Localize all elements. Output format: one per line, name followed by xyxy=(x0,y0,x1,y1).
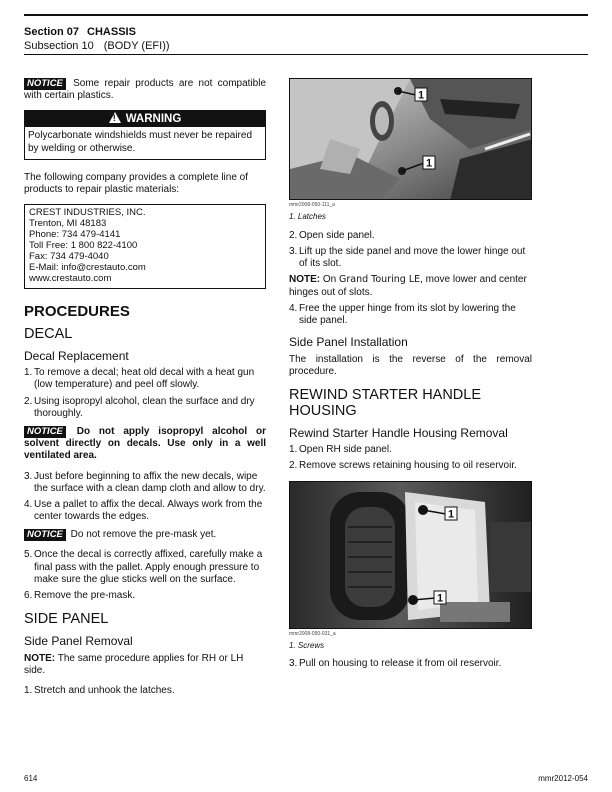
side-panel-steps-b xyxy=(289,230,532,271)
list-item: 5. Once the decal is correctly affixed, carefully make a final pass with the pallet. Apply enough pressure to make sure the glue sticks well on the surface. xyxy=(24,549,263,585)
note-text: The same procedure applies for RH or LH side. xyxy=(24,652,244,676)
rewind-removal-heading: Rewind Starter Handle Housing Removal xyxy=(289,425,508,440)
list-item: 3. Lift up the side panel and move the lower hinge out of its slot. xyxy=(289,246,526,270)
left-column xyxy=(24,78,266,701)
document-code: mmr2012-054 xyxy=(538,774,588,783)
list-item: 6. Remove the pre-mask. xyxy=(24,590,136,602)
warning-header xyxy=(25,111,265,127)
rewind-steps-b xyxy=(289,658,532,670)
rewind-steps-a xyxy=(289,444,532,472)
note-label: NOTE: xyxy=(24,652,56,664)
chapter-title: CHASSIS xyxy=(87,26,136,38)
subsection-number: Subsection 10 xyxy=(24,40,94,52)
notice-badge: NOTICE xyxy=(24,529,66,541)
company-address-box xyxy=(24,204,266,288)
decal-steps-c xyxy=(24,549,266,602)
section-line xyxy=(24,26,136,39)
list-item: 4. Free the upper hinge from its slot by lowering the side panel. xyxy=(289,302,516,326)
side-panel-installation-heading: Side Panel Installation xyxy=(289,335,408,350)
callout-1: 1 xyxy=(417,89,425,102)
note-rh-lh xyxy=(24,653,266,677)
notice-plastics xyxy=(24,78,266,102)
notice-alcohol xyxy=(24,426,266,463)
header-rule-top xyxy=(24,14,588,16)
list-item: 4. Use a pallet to affix the decal. Always work from the center towards the edges. xyxy=(24,498,263,523)
notice-text: Do not remove the pre-mask yet. xyxy=(70,529,217,541)
side-panel-steps-a xyxy=(24,685,266,697)
subsection-title: (BODY (EFI)) xyxy=(103,40,170,52)
page-number: 614 xyxy=(24,774,38,783)
callout-1: 1 xyxy=(425,157,433,170)
list-item: 2. Using isopropyl alcohol, clean the surface and dry thoroughly. xyxy=(24,395,255,419)
latches-figure xyxy=(289,78,532,200)
company-website: www.crestauto.com xyxy=(29,272,112,284)
list-item: 2. Open side panel. xyxy=(289,229,375,241)
section-number: Section 07 xyxy=(24,26,80,38)
note-text: , move lower and center hinges out of slots. xyxy=(289,274,527,298)
list-item: 1. Open RH side panel. xyxy=(289,444,392,456)
note-grand-touring xyxy=(289,274,532,298)
figure-code: mmr2008-050-111_a xyxy=(289,202,335,208)
header-rule-bottom xyxy=(24,54,588,55)
screws-figure xyxy=(289,481,532,629)
list-item: 1. To remove a decal; heat old decal with a heat gun (low temperature) and peel off slowly. xyxy=(24,367,255,391)
warning-text: Polycarbonate windshields must never be repaired by welding or otherwise. xyxy=(28,130,253,154)
decal-heading: DECAL xyxy=(24,325,73,342)
decal-replacement-heading: Decal Replacement xyxy=(24,348,129,363)
notice-badge: NOTICE xyxy=(24,426,66,438)
company-email: E-Mail: info@crestauto.com xyxy=(29,261,146,273)
notice-premask xyxy=(24,529,266,541)
decal-steps-b xyxy=(24,471,266,524)
notice-text: Do not apply isopropyl alcohol or solvent directly on decals. Use only in a well ventilated area. xyxy=(24,425,266,462)
note-model: Grand Touring LE xyxy=(339,274,421,286)
side-panel-heading: SIDE PANEL xyxy=(24,611,109,628)
company-intro: The following company provides a complete line of products to repair plastic materials: xyxy=(24,171,249,195)
callout-1: 1 xyxy=(447,508,455,521)
list-item: 1. Stretch and unhook the latches. xyxy=(24,684,175,696)
subsection-line xyxy=(24,40,170,53)
notice-badge: NOTICE xyxy=(24,78,66,90)
side-panel-steps-c xyxy=(289,303,532,327)
screws-photo xyxy=(290,482,532,629)
warning-triangle-icon xyxy=(109,112,121,123)
company-fax: Fax: 734 479-4040 xyxy=(29,250,109,262)
list-item: 3. Pull on housing to release it from oil reservoir. xyxy=(289,658,502,670)
rewind-starter-heading: REWIND STARTER HANDLE HOUSING xyxy=(289,386,482,419)
figure-caption: 1. Screws xyxy=(289,640,325,650)
company-city: Trenton, MI 48183 xyxy=(29,218,107,230)
note-label: NOTE: xyxy=(289,274,321,286)
figure-caption: 1. Latches xyxy=(289,212,326,222)
company-tollfree: Toll Free: 1 800 822-4100 xyxy=(29,239,138,251)
callout-1: 1 xyxy=(436,592,444,605)
procedures-heading: PROCEDURES xyxy=(24,302,130,320)
notice-text: Some repair products are not compatible with certain plastics. xyxy=(24,78,267,102)
right-column xyxy=(289,78,532,675)
company-phone: Phone: 734 479-4141 xyxy=(29,228,121,240)
warning-box xyxy=(24,110,266,159)
list-item: 3. Just before beginning to affix the new decals, wipe the surface with a clean damp cloth and allow to dry. xyxy=(24,470,266,494)
installation-text: The installation is the reverse of the removal procedure. xyxy=(289,353,532,377)
warning-title: WARNING xyxy=(125,113,182,126)
decal-steps-a xyxy=(24,367,266,420)
latches-photo xyxy=(290,79,532,200)
list-item: 2. Remove screws retaining housing to oil reservoir. xyxy=(289,460,517,472)
figure-code: mmr2008-050-031_a xyxy=(289,630,336,637)
note-pre: On xyxy=(322,274,337,286)
side-panel-removal-heading: Side Panel Removal xyxy=(24,634,133,649)
company-name: CREST INDUSTRIES, INC. xyxy=(29,207,146,219)
